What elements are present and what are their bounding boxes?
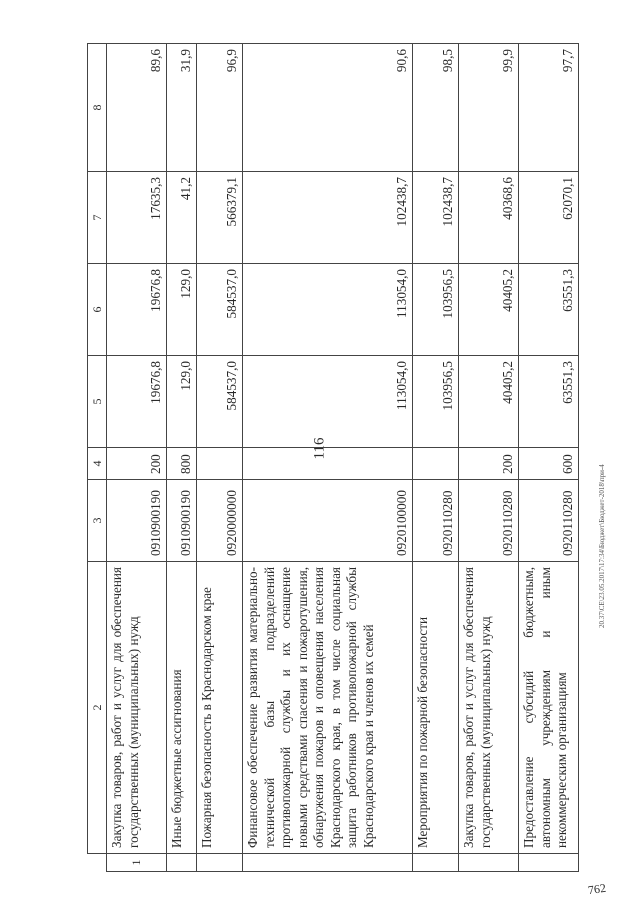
row-target-code: 0920000000 bbox=[197, 480, 243, 562]
table-row bbox=[519, 44, 579, 872]
row-number-cell bbox=[197, 854, 243, 872]
table-row bbox=[243, 44, 413, 872]
table-row bbox=[413, 44, 459, 872]
row-value-col5: 103956,5 bbox=[413, 356, 459, 448]
table-row bbox=[459, 44, 519, 872]
handwritten-sheet-number: 762 bbox=[587, 880, 607, 898]
row-percent-col8: 99,9 bbox=[459, 44, 519, 172]
row-value-col6: 63551,3 bbox=[519, 264, 579, 356]
row-name: Мероприятия по пожарной безопасности bbox=[413, 562, 459, 854]
row-target-code: 0920110280 bbox=[413, 480, 459, 562]
row-target-code: 0920110280 bbox=[459, 480, 519, 562]
row-value-col6: 129,0 bbox=[167, 264, 197, 356]
row-number-cell bbox=[243, 854, 413, 872]
page-number: 116 bbox=[311, 437, 328, 460]
column-header-8: 8 bbox=[88, 44, 107, 172]
row-number-cell bbox=[519, 854, 579, 872]
table-header-row bbox=[88, 44, 107, 872]
budget-table-area bbox=[87, 44, 591, 872]
row-number-cell bbox=[167, 854, 197, 872]
row-percent-col8: 31,9 bbox=[167, 44, 197, 172]
row-name: Пожарная безопасность в Краснодарском крае bbox=[197, 562, 243, 854]
row-value-col7: 102438,7 bbox=[243, 172, 413, 264]
document-path-stamp: 20.37\СЕ\23.05.2017\17:34\Бюджет\Бюджет-2018\при-4 bbox=[598, 464, 606, 628]
row-value-col5: 63551,3 bbox=[519, 356, 579, 448]
row-number-cell bbox=[413, 854, 459, 872]
row-name: Закупка товаров, работ и услуг для обеспечения государственных (муниципальных) нужд bbox=[107, 562, 167, 854]
column-header-2: 2 bbox=[88, 562, 107, 854]
row-value-col7: 102438,7 bbox=[413, 172, 459, 264]
row-expense-type: 200 bbox=[459, 448, 519, 480]
row-value-col5: 40405,2 bbox=[459, 356, 519, 448]
column-header-7: 7 bbox=[88, 172, 107, 264]
column-header-5: 5 bbox=[88, 356, 107, 448]
row-target-code: 0910900190 bbox=[167, 480, 197, 562]
row-percent-col8: 98,5 bbox=[413, 44, 459, 172]
row-expense-type bbox=[197, 448, 243, 480]
row-value-col6: 113054,0 bbox=[243, 264, 413, 356]
table-row bbox=[167, 44, 197, 872]
row-value-col5: 19676,8 bbox=[107, 356, 167, 448]
row-name: Финансовое обеспечение развития материально-технической базы подразделений противопожарной службы и их оснащение новыми средствами спасения и пожаротушения, обнаружения пожаров и оповещения населения Краснодарского края, в том числе социальная защита работников противопожарной службы Краснодарского края и членов их семей bbox=[243, 562, 413, 854]
row-value-col7: 40368,6 bbox=[459, 172, 519, 264]
row-name: Закупка товаров, работ и услуг для обеспечения государственных (муниципальных) нужд bbox=[459, 562, 519, 854]
row-percent-col8: 97,7 bbox=[519, 44, 579, 172]
table-row bbox=[107, 44, 167, 872]
row-name: Предоставление субсидий бюджетным, автономным учреждениям и иным некоммерческим организациям bbox=[519, 562, 579, 854]
row-percent-col8: 96,9 bbox=[197, 44, 243, 172]
row-value-col7: 62070,1 bbox=[519, 172, 579, 264]
row-value-col5: 113054,0 bbox=[243, 356, 413, 448]
column-header-6: 6 bbox=[88, 264, 107, 356]
table-row bbox=[197, 44, 243, 872]
row-expense-type: 200 bbox=[107, 448, 167, 480]
row-percent-col8: 89,6 bbox=[107, 44, 167, 172]
row-target-code: 0920100000 bbox=[243, 480, 413, 562]
row-value-col6: 584537,0 bbox=[197, 264, 243, 356]
column-header-3: 3 bbox=[88, 480, 107, 562]
row-value-col6: 40405,2 bbox=[459, 264, 519, 356]
row-percent-col8: 90,6 bbox=[243, 44, 413, 172]
row-value-col5: 129,0 bbox=[167, 356, 197, 448]
row-expense-type bbox=[413, 448, 459, 480]
row-value-col7: 17635,3 bbox=[107, 172, 167, 264]
row-value-col7: 41,2 bbox=[167, 172, 197, 264]
row-number-cell: 1 bbox=[107, 854, 167, 872]
row-name: Иные бюджетные ассигнования bbox=[167, 562, 197, 854]
row-target-code: 0920110280 bbox=[519, 480, 579, 562]
row-value-col6: 19676,8 bbox=[107, 264, 167, 356]
row-value-col6: 103956,5 bbox=[413, 264, 459, 356]
row-number-cell bbox=[459, 854, 519, 872]
budget-table bbox=[87, 43, 579, 872]
row-value-col7: 566379,1 bbox=[197, 172, 243, 264]
row-target-code: 0910900190 bbox=[107, 480, 167, 562]
row-expense-type bbox=[243, 448, 413, 480]
row-value-col5: 584537,0 bbox=[197, 356, 243, 448]
row-expense-type: 800 bbox=[167, 448, 197, 480]
row-expense-type: 600 bbox=[519, 448, 579, 480]
column-header-4: 4 bbox=[88, 448, 107, 480]
header-spacer bbox=[88, 854, 107, 872]
